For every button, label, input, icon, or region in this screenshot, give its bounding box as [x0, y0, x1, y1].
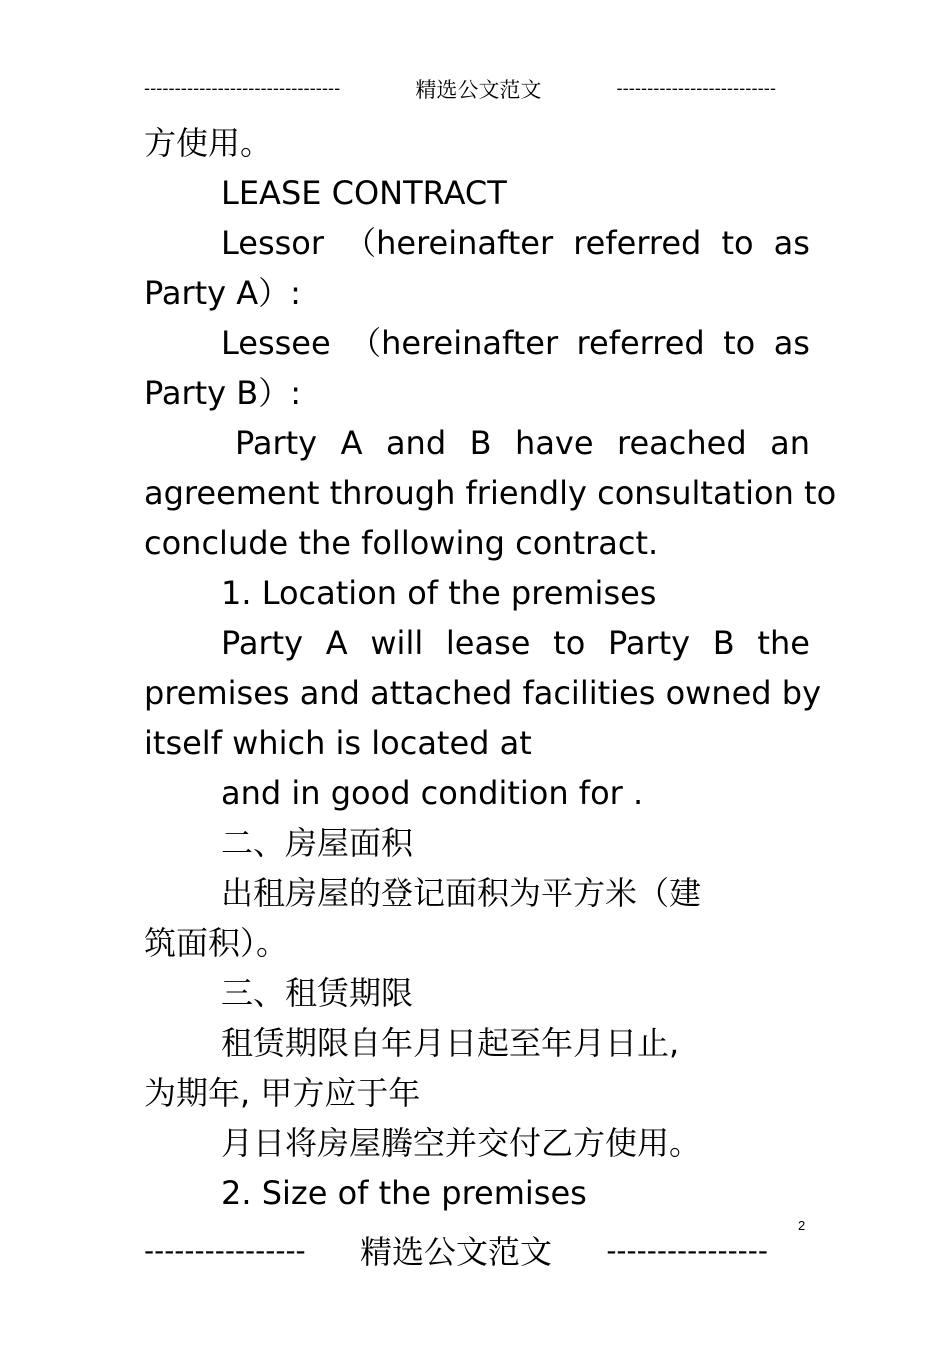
text-line-justified: [144, 318, 810, 368]
word: as: [773, 224, 810, 262]
header-left-rule: --------------------------------: [144, 79, 341, 99]
word: B: [469, 424, 492, 462]
text-line: 为期年, 甲方应于年: [144, 1074, 421, 1112]
word: have: [515, 424, 594, 462]
text-line: Party B）:: [144, 374, 302, 412]
word: （hereinafter: [349, 324, 559, 362]
word: an: [770, 424, 810, 462]
section-heading: 三、租赁期限: [221, 974, 414, 1012]
word: Party: [235, 424, 318, 462]
word: referred: [573, 224, 702, 262]
footer-left-rule: ----------------: [144, 1233, 306, 1267]
word: lease: [445, 624, 531, 662]
word: to: [723, 324, 756, 362]
text-line-justified: [144, 218, 810, 268]
word: to: [721, 224, 754, 262]
document-body: [144, 118, 837, 1218]
word: to: [553, 624, 586, 662]
text-line: 出租房屋的登记面积为平方米（建: [221, 874, 702, 912]
word: Lessee: [221, 324, 331, 362]
word: Party: [607, 624, 691, 662]
text-line: Party A）:: [144, 274, 301, 312]
word: will: [370, 624, 424, 662]
word: the: [757, 624, 810, 662]
text-line: conclude the following contract.: [144, 524, 659, 562]
text-line: and in good condition for .: [221, 774, 644, 812]
page-footer: [144, 1228, 768, 1272]
page-number: 2: [798, 1218, 806, 1233]
contract-heading: LEASE CONTRACT: [221, 174, 507, 212]
word: as: [773, 324, 810, 362]
page-header: [144, 74, 776, 104]
word: and: [385, 424, 447, 462]
text-line: 月日将房屋腾空并交付乙方使用。: [221, 1124, 702, 1162]
word: referred: [576, 324, 705, 362]
section-heading: 1. Location of the premises: [221, 574, 657, 612]
word: （hereinafter: [344, 224, 554, 262]
header-right-rule: --------------------------: [616, 79, 776, 99]
text-line: premises and attached facilities owned by: [144, 674, 822, 712]
text-line: itself which is located at: [144, 724, 532, 762]
text-line-justified: [144, 618, 810, 668]
word: Party: [221, 624, 304, 662]
word: reached: [617, 424, 747, 462]
header-title: 精选公文范文: [415, 78, 542, 102]
footer-title: 精选公文范文: [359, 1233, 552, 1271]
word: B: [712, 624, 735, 662]
section-heading: 2. Size of the premises: [221, 1174, 587, 1212]
text-line: 筑面积）。: [144, 924, 289, 962]
footer-right-rule: ----------------: [606, 1233, 768, 1267]
section-heading: 二、房屋面积: [221, 824, 414, 862]
text-line: 租赁期限自年月日起至年月日止,: [221, 1024, 680, 1062]
text-line: agreement through friendly consultation to: [144, 474, 837, 512]
text-line-justified: [144, 418, 810, 468]
text-line: 方使用。: [144, 124, 273, 162]
word: A: [325, 624, 348, 662]
word: Lessor: [221, 224, 325, 262]
word: A: [340, 424, 363, 462]
